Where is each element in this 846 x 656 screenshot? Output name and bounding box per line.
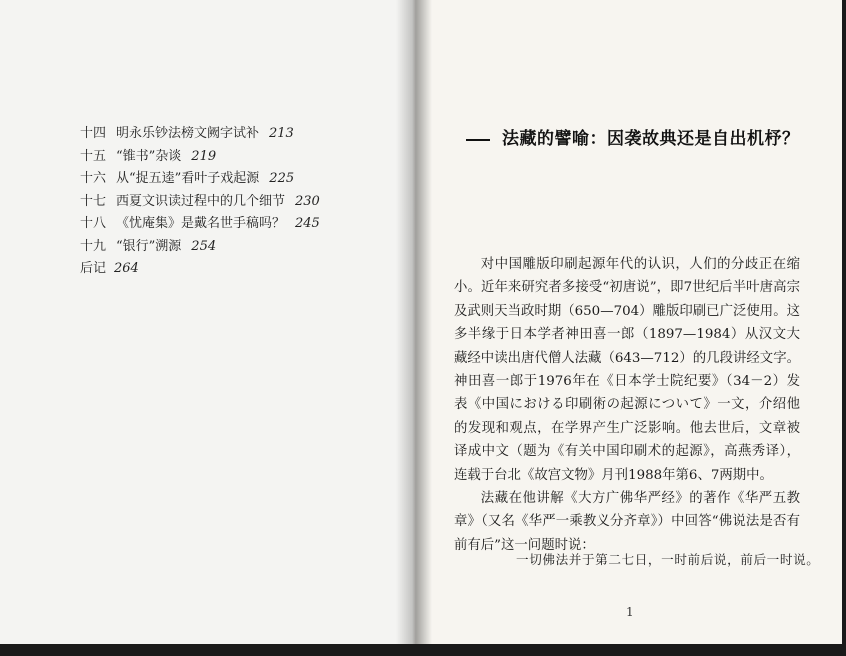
toc-entry-title: 《忧庵集》是戴名世手稿吗？: [116, 216, 286, 231]
toc-entry[interactable]: [80, 236, 320, 259]
toc-entry-number: 十九: [80, 238, 107, 254]
toc-entry-page: 254: [191, 238, 217, 254]
toc-entry-number: 十六: [80, 171, 107, 186]
toc-entry-page: 245: [295, 216, 320, 231]
toc-entry-title: 明永乐钞法榜文阙字试补: [116, 126, 260, 141]
section-dash: [466, 139, 490, 141]
toc-entry-number: 十五: [80, 148, 107, 164]
toc-afterword-page: 264: [114, 261, 139, 276]
body-paragraph: 对中国雕版印刷起源年代的认识，人们的分歧正在缩小。近年来研究者多接受“初唐说”，即7世纪后半叶唐高宗及武则天当政时期（650—704）雕版印刷已广泛使用。这多半缘于日本学者神田喜一郎（1897—1984）从汉文大藏经中读出唐代僧人法藏（643—712）的几段讲经文字。神田喜一郎于1976年在《日本学士院纪要》（34－2）发表《中国における印刷術の起源について》一文，介绍他的发现和观点，在学界产生广泛影响。他去世后，文章被译成中文（题为《有关中国印刷术的起源》，高燕秀译），连载于台北《故宫文物》月刊1988年第6、7两期中。: [454, 257, 800, 483]
toc-entry-number: 十四: [80, 126, 107, 141]
toc-entry-number: 十七: [80, 193, 107, 209]
book-gutter-shadow: [396, 0, 432, 656]
toc-entry-number: 十八: [80, 216, 107, 231]
page-number: 1: [626, 605, 634, 619]
toc-entry-title: 从“捉五逵”看叶子戏起源: [116, 171, 260, 186]
toc-entry[interactable]: [80, 146, 320, 169]
section-title: [466, 124, 800, 149]
section-title-text: 法藏的譬喻：因袭故典还是自出机杼？: [502, 129, 800, 149]
scan-bottom-edge: [0, 644, 846, 656]
body-text: [454, 253, 800, 557]
toc-afterword-title: 后记: [80, 261, 107, 276]
toc-entry-title: “银行”溯源: [116, 238, 182, 254]
toc-entry[interactable]: [80, 191, 320, 214]
toc-entry-page: 225: [269, 171, 295, 186]
left-page: [0, 0, 414, 656]
scan-right-edge: [842, 0, 846, 656]
toc-entry[interactable]: [80, 123, 320, 146]
toc-entry-page: 213: [269, 126, 294, 141]
toc-entry-page: 230: [295, 193, 320, 209]
toc-entry[interactable]: [80, 168, 320, 191]
toc-entry-title: 西夏文识读过程中的几个细节: [116, 193, 286, 209]
toc-entry[interactable]: [80, 213, 320, 236]
toc-entry-title: “锥书”杂谈: [116, 148, 182, 164]
table-of-contents: [80, 123, 320, 281]
block-quote: 一切佛法并于第二七日，一时前后说，前后一时说。: [516, 552, 820, 567]
toc-afterword[interactable]: [80, 258, 320, 281]
toc-entry-page: 219: [191, 148, 217, 164]
body-paragraph: 法藏在他讲解《大方广佛华严经》的著作《华严五教章》（又名《华严一乘教义分齐章》）中回答“佛说法是否有前有后”这一问题时说：: [454, 491, 800, 553]
